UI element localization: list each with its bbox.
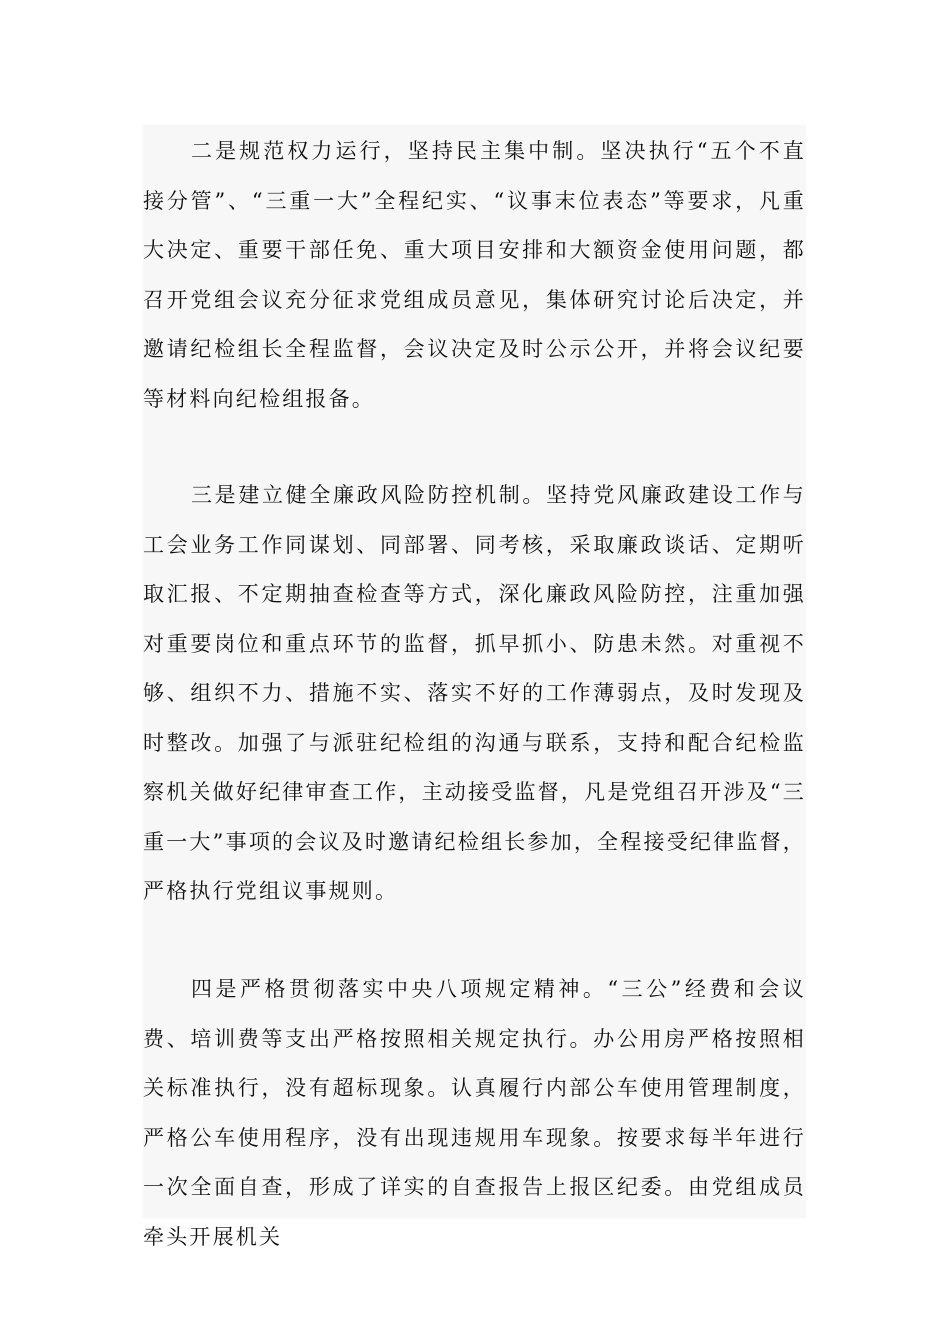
document-body xyxy=(143,125,806,1249)
paragraph-eight-rules: 四是严格贯彻落实中央八项规定精神。“三公”经费和会议费、培训费等支出严格按照相关规定执行。办公用房严格按照相关标准执行，没有超标现象。认真履行内部公车使用管理制度，严格公车使用程序，没有出现违规用车现象。按要求每半年进行一次全面自查，形成了详实的自查报告上报区纪委。由党组成员牵头开展机关 xyxy=(143,977,806,1249)
paragraph-power-operation: 二是规范权力运行，坚持民主集中制。坚决执行“五个不直接分管”、“三重一大”全程纪实、“议事末位表态”等要求，凡重大决定、重要干部任免、重大项目安排和大额资金使用问题，都召开党组会议充分征求党组成员意见，集体研究讨论后决定，并邀请纪检组长全程监督，会议决定及时公示公开，并将会议纪要等材料向纪检组报备。 xyxy=(143,139,806,411)
paragraph-risk-control: 三是建立健全廉政风险防控机制。坚持党风廉政建设工作与工会业务工作同谋划、同部署、同考核，采取廉政谈话、定期听取汇报、不定期抽查检查等方式，深化廉政风险防控，注重加强对重要岗位和重点环节的监督，抓早抓小、防患未然。对重视不够、组织不力、措施不实、落实不好的工作薄弱点，及时发现及时整改。加强了与派驻纪检组的沟通与联系，支持和配合纪检监察机关做好纪律审查工作，主动接受监督，凡是党组召开涉及“三重一大”事项的会议及时邀请纪检组长参加，全程接受纪律监督，严格执行党组议事规则。 xyxy=(143,483,806,903)
